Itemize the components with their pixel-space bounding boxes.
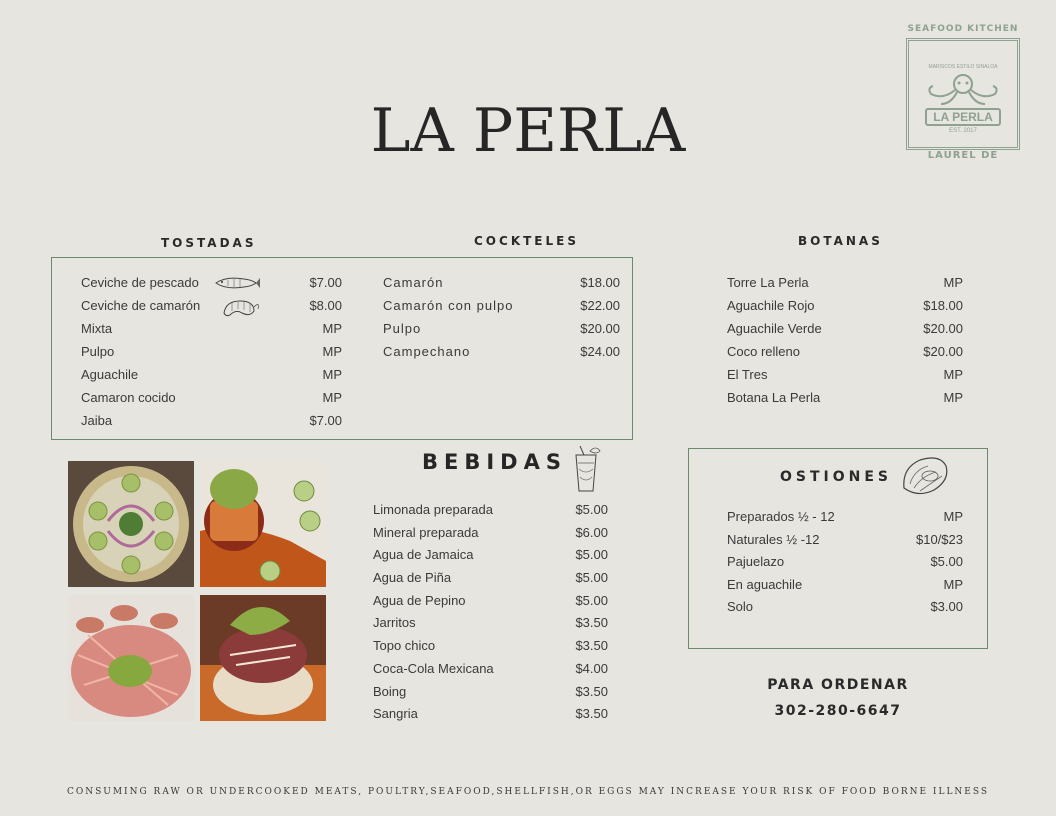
item-price: $22.00 (580, 298, 620, 313)
list-item (727, 390, 963, 413)
list-item (373, 525, 608, 548)
list-item (727, 577, 963, 600)
list-item (727, 321, 963, 344)
item-price: MP (322, 321, 342, 336)
restaurant-logo (903, 24, 1023, 164)
cockteles-list (383, 275, 620, 367)
list-item (727, 367, 963, 390)
item-name: Naturales ½ -12 (727, 531, 820, 547)
list-item (383, 344, 620, 367)
item-price: $3.50 (575, 683, 608, 699)
bebidas-list (373, 502, 608, 729)
item-name: Coca-Cola Mexicana (373, 660, 494, 676)
oyster-icon (900, 454, 950, 498)
logo-est: EST. 2017 (949, 128, 977, 134)
item-price: $20.00 (923, 321, 963, 336)
item-name: Campechano (383, 344, 471, 359)
list-item (373, 502, 608, 525)
item-name: Aguachile Verde (727, 321, 822, 336)
item-price: $20.00 (580, 321, 620, 336)
list-item (81, 298, 342, 321)
list-item (373, 684, 608, 707)
list-item (81, 344, 342, 367)
item-name: Pajuelazo (727, 554, 785, 569)
ostiones-list (727, 509, 963, 622)
item-name: Coco relleno (727, 344, 800, 359)
list-item (727, 275, 963, 298)
list-item (81, 413, 342, 436)
tostadas-list (81, 275, 342, 436)
shrimp-icon (220, 297, 260, 321)
logo-sub-text: MARISCOS ESTILO SINALOA (928, 64, 998, 70)
item-price: $5.00 (575, 502, 608, 517)
item-name: Agua de Piña (373, 570, 452, 586)
item-name: Mineral preparada (373, 524, 479, 540)
cockteles-heading: COCKTELES (474, 234, 579, 248)
item-price: MP (322, 344, 342, 359)
order-label: PARA ORDENAR (767, 677, 909, 693)
item-price: $3.50 (575, 615, 608, 631)
logo-top-text: SEAFOOD KITCHEN (907, 24, 1019, 34)
list-item (727, 599, 963, 622)
item-name: Camarón con pulpo (383, 298, 514, 313)
item-price: MP (943, 275, 963, 290)
item-price: $5.00 (575, 547, 608, 563)
item-name: Solo (727, 599, 754, 614)
item-name: Camarón (383, 275, 444, 290)
food-photo-coco-relleno (200, 595, 326, 721)
list-item (373, 593, 608, 616)
drink-glass-icon (570, 445, 602, 495)
item-price: $7.00 (309, 275, 342, 290)
tostadas-heading: TOSTADAS (161, 236, 257, 250)
item-name: Torre La Perla (727, 275, 809, 290)
item-name: Sangria (373, 706, 418, 722)
item-price: MP (322, 367, 342, 382)
item-price: $3.50 (575, 638, 608, 654)
list-item (81, 390, 342, 413)
page-title: LA PERLA (370, 96, 686, 166)
food-photo-ceviche (68, 461, 194, 587)
item-price: MP (943, 509, 963, 524)
item-name: Ceviche de camarón (81, 298, 201, 313)
list-item (727, 344, 963, 367)
item-price: MP (943, 390, 963, 405)
list-item (81, 321, 342, 344)
item-price: $5.00 (575, 570, 608, 586)
item-name: Botana La Perla (727, 390, 821, 405)
item-price: MP (943, 367, 963, 382)
list-item (373, 547, 608, 570)
item-name: Ceviche de pescado (81, 275, 199, 290)
item-price: MP (943, 576, 963, 592)
item-price: $18.00 (923, 298, 963, 313)
bebidas-heading: BEBIDAS (422, 450, 567, 474)
food-photo-tower (200, 461, 326, 587)
list-item (81, 367, 342, 390)
list-item (373, 661, 608, 684)
item-name: Boing (373, 683, 407, 699)
item-name: Limonada preparada (373, 502, 493, 517)
item-name: El Tres (727, 367, 768, 382)
item-price: $3.50 (575, 706, 608, 722)
item-name: Agua de Pepino (373, 592, 466, 608)
list-item (81, 275, 342, 298)
order-phone[interactable]: 302-280-6647 (774, 703, 902, 719)
item-price: $24.00 (580, 344, 620, 359)
health-disclaimer: CONSUMING RAW OR UNDERCOOKED MEATS, POULTRY,SEAFOOD,SHELLFISH,OR EGGS MAY INCREASE YOUR RISK OF FOOD BORNE ILLNESS (66, 787, 990, 797)
item-price: $20.00 (923, 344, 963, 359)
item-price: $4.00 (575, 660, 608, 676)
item-name: Pulpo (81, 344, 115, 359)
item-price: MP (322, 390, 342, 405)
item-name: Pulpo (383, 321, 422, 336)
item-name: Preparados ½ - 12 (727, 509, 835, 524)
item-name: Camaron cocido (81, 390, 176, 405)
item-name: Aguachile Rojo (727, 298, 815, 313)
item-name: Jarritos (373, 615, 416, 631)
item-price: $5.00 (930, 554, 963, 569)
item-name: Topo chico (373, 638, 436, 654)
logo-bottom-text: LAUREL DE (927, 150, 999, 161)
logo-name: LA PERLA (925, 108, 1001, 126)
item-name: Mixta (81, 321, 113, 336)
botanas-heading: BOTANAS (798, 234, 883, 248)
food-photo-aguachile (68, 595, 194, 721)
item-name: Aguachile (81, 367, 139, 382)
item-name: Jaiba (81, 413, 113, 428)
list-item (383, 298, 620, 321)
botanas-list (727, 275, 963, 413)
list-item (373, 615, 608, 638)
list-item (383, 275, 620, 298)
list-item (727, 554, 963, 577)
item-price: $5.00 (575, 592, 608, 608)
item-price: $6.00 (575, 524, 608, 540)
octopus-icon (923, 70, 1003, 110)
list-item (727, 298, 963, 321)
item-price: $10/$23 (916, 531, 963, 547)
list-item (373, 570, 608, 593)
list-item (383, 321, 620, 344)
item-price: $7.00 (309, 413, 342, 428)
item-price: $3.00 (930, 599, 963, 614)
list-item (727, 532, 963, 555)
item-price: $8.00 (309, 298, 342, 313)
list-item (373, 706, 608, 729)
list-item (727, 509, 963, 532)
item-price: $18.00 (580, 275, 620, 290)
ostiones-heading: OSTIONES (780, 469, 893, 485)
item-name: En aguachile (727, 576, 803, 592)
item-name: Agua de Jamaica (373, 547, 474, 563)
fish-icon (214, 276, 260, 290)
list-item (373, 638, 608, 661)
